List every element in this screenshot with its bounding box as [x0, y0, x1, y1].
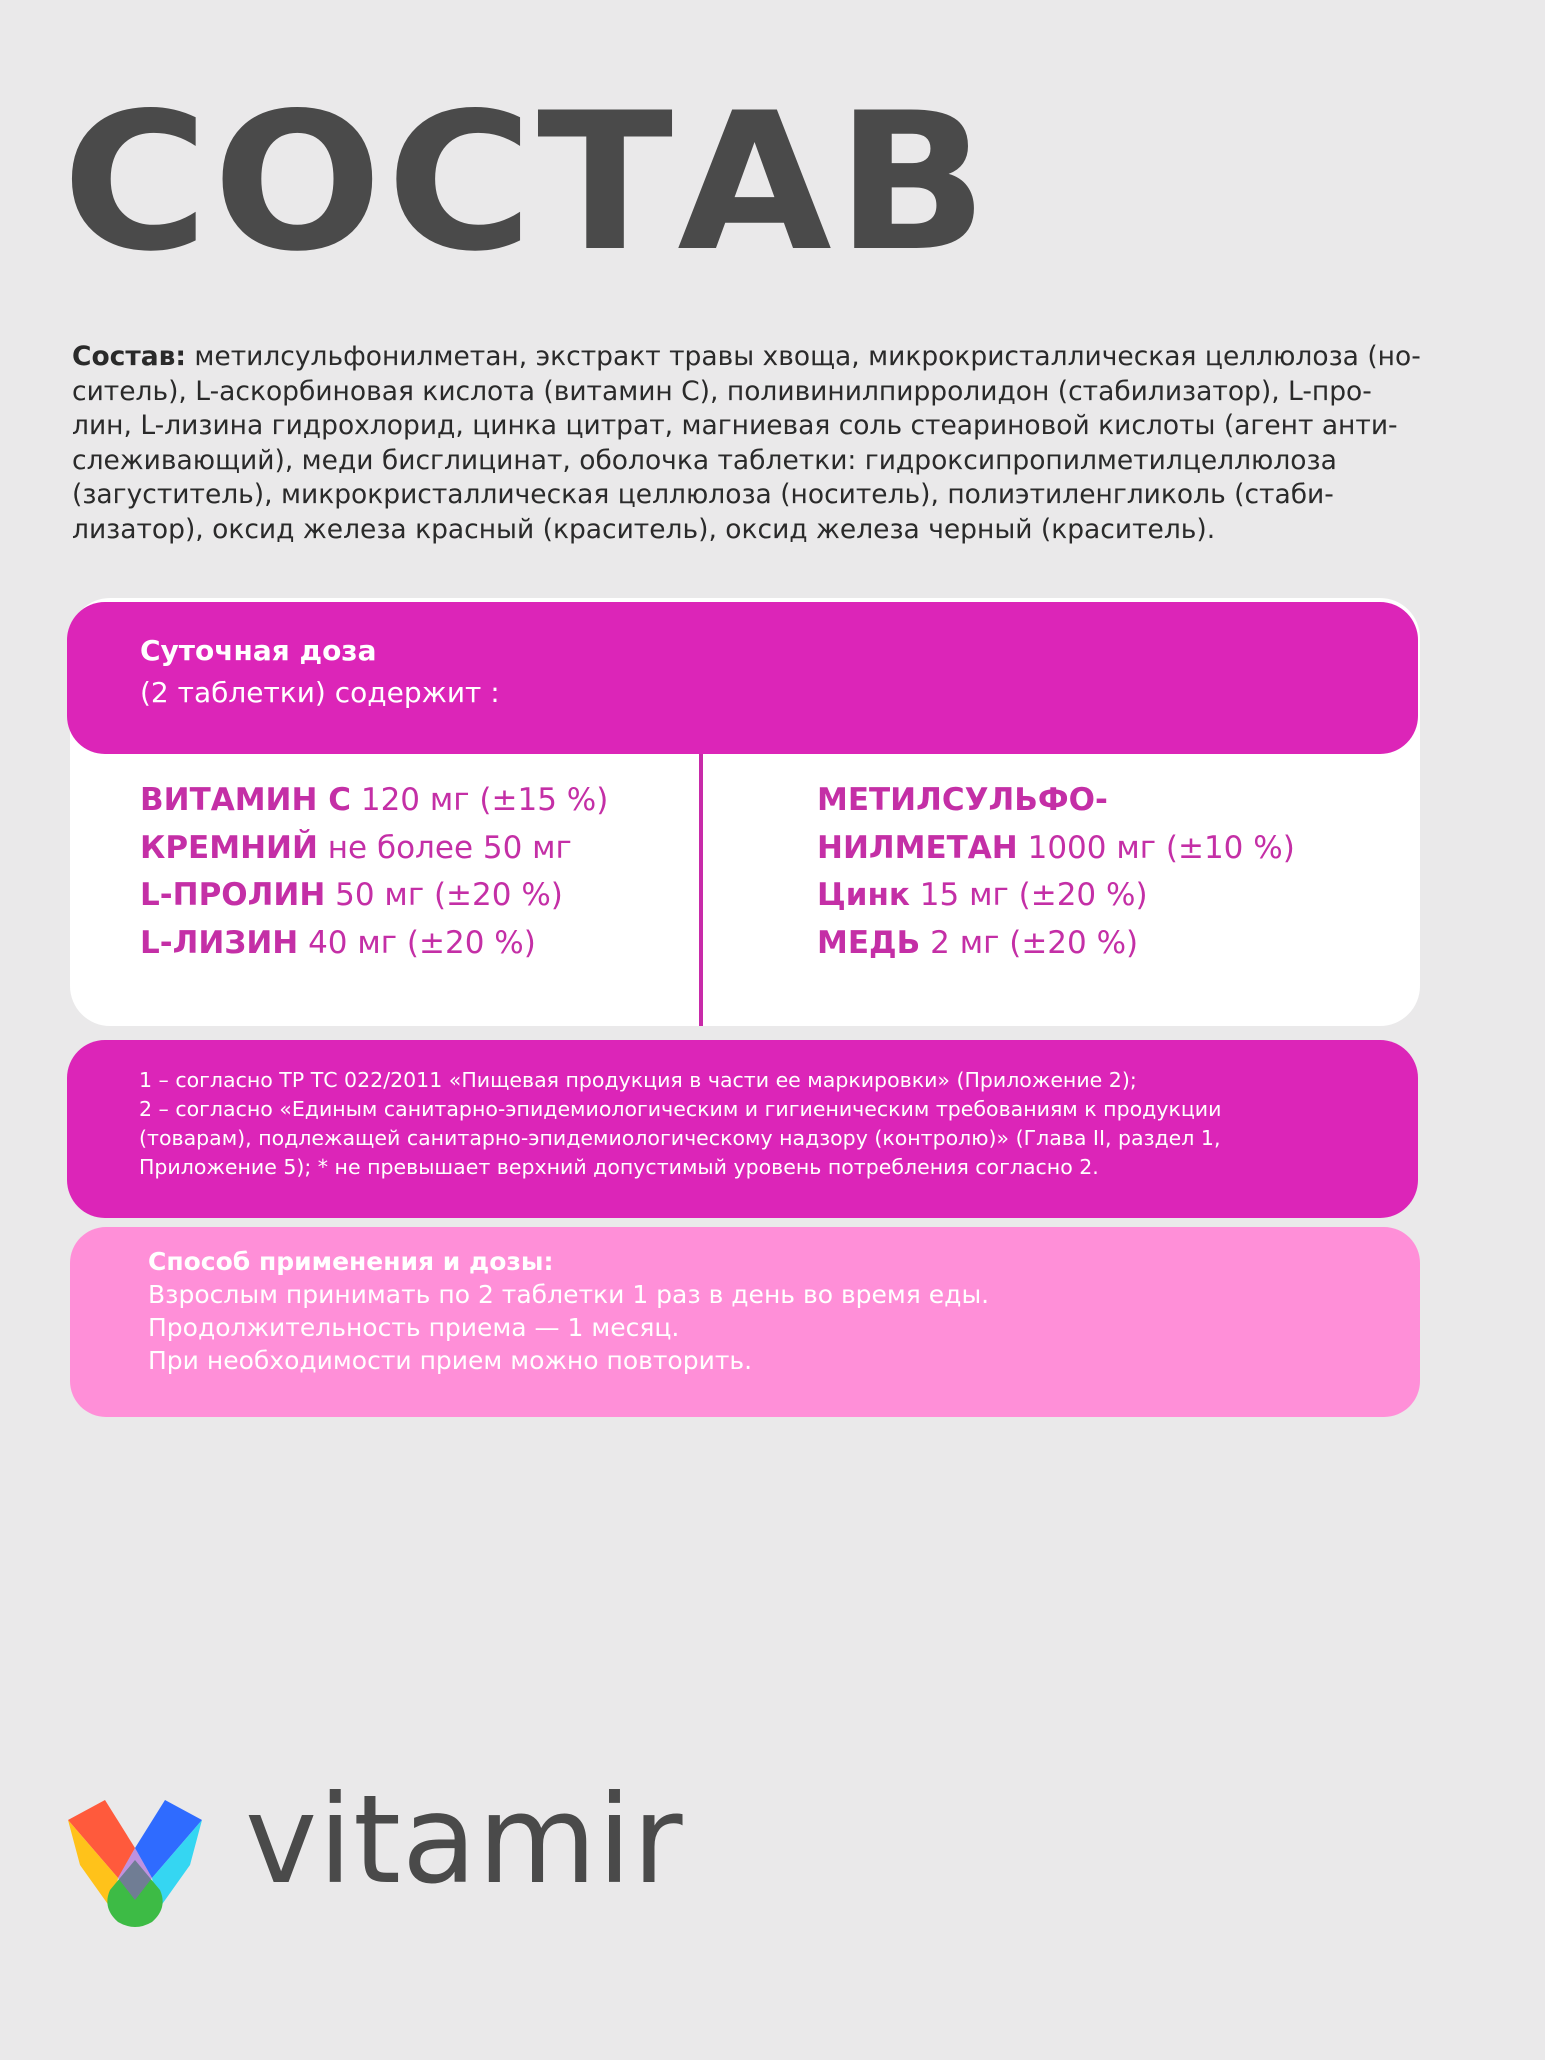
nutrient-value: 40 мг (±20 %) — [298, 924, 536, 961]
composition-text — [72, 340, 1492, 547]
column-divider — [699, 754, 703, 1026]
footnote-line: 1 – согласно ТР ТС 022/2011 «Пищевая продукция в части ее маркировки» (Приложение 2); — [139, 1068, 1137, 1092]
nutrient-value: 15 мг (±20 %) — [909, 877, 1148, 913]
nutrient-row — [817, 920, 1295, 968]
composition-line: лизатор), оксид железа красный (краситель), оксид железа черный (краситель). — [72, 513, 1216, 545]
composition-line: лин, L-лизина гидрохлорид, цинка цитрат, магниевая соль стеариновой кислоты (агент анти- — [72, 410, 1398, 441]
nutrient-row — [817, 777, 1295, 825]
daily-dose-title: Суточная доза — [140, 634, 377, 667]
nutrient-name: L-ПРОЛИН — [140, 877, 326, 913]
usage-box — [70, 1227, 1420, 1417]
nutrient-row — [140, 825, 608, 873]
vitamir-v-logo-icon — [60, 1790, 210, 1935]
nutrient-row — [817, 872, 1295, 920]
nutrient-name: КРЕМНИЙ — [140, 829, 318, 866]
composition-label: Состав: — [72, 341, 186, 372]
footnote-line: 2 – согласно «Единым санитарно-эпидемиологическим и гигиеническим требованиям к продукции — [139, 1097, 1222, 1121]
daily-dose-subtitle: (2 таблетки) содержит : — [140, 676, 500, 709]
nutrient-row — [817, 825, 1295, 873]
nutrient-value: 2 мг (±20 %) — [920, 924, 1139, 961]
nutrient-name: МЕТИЛСУЛЬФО- — [817, 782, 1108, 818]
composition-line: ситель), L-аскорбиновая кислота (витамин С), поливинилпирролидон (стабилизатор), L-про- — [72, 375, 1372, 407]
nutrients-left-column — [140, 777, 608, 967]
usage-line: Взрослым принимать по 2 таблетки 1 раз в день во время еды. — [148, 1280, 990, 1309]
nutrient-row — [140, 777, 608, 825]
nutrient-name: МЕДЬ — [817, 924, 921, 961]
footnote-line: Приложение 5); * не превышает верхний допустимый уровень потребления согласно 2. — [139, 1155, 1099, 1179]
nutrient-name: ВИТАМИН С — [140, 782, 351, 818]
footnote-box — [67, 1040, 1418, 1218]
nutrient-row — [140, 872, 608, 920]
nutrient-value: не более 50 мг — [317, 829, 572, 866]
usage-line: При необходимости прием можно повторить. — [148, 1346, 753, 1375]
nutrient-row — [140, 920, 608, 968]
daily-dose-header — [67, 602, 1418, 754]
nutrient-name: Цинк — [817, 877, 910, 913]
nutrient-value: 120 мг (±15 %) — [351, 782, 609, 818]
composition-line: слеживающий), меди бисглицинат, оболочка таблетки: гидроксипропилметилцеллюлоза — [72, 444, 1337, 476]
nutrient-name: L-ЛИЗИН — [140, 924, 299, 961]
nutrient-name: НИЛМЕТАН — [817, 829, 1018, 866]
nutrients-right-column — [817, 777, 1295, 967]
composition-line: (загуститель), микрокристаллическая целлюлоза (носитель), полиэтиленгликоль (стаби- — [72, 479, 1334, 510]
footnote-line: (товарам), подлежащей санитарно-эпидемиологическому надзору (контролю)» (Глава II, раздел 1, — [139, 1126, 1221, 1150]
usage-line: Продолжительность приема — 1 месяц. — [148, 1313, 680, 1342]
composition-line: Состав: метилсульфонилметан, экстракт травы хвоща, микрокристаллическая целлюлоза (но- — [72, 341, 1421, 372]
nutrient-value: 50 мг (±20 %) — [325, 877, 563, 913]
page-title: СОСТАВ — [62, 72, 993, 293]
usage-heading: Способ применения и дозы: — [148, 1247, 554, 1276]
nutrient-value: 1000 мг (±10 %) — [1017, 829, 1295, 866]
brand-name: vitamir — [245, 1769, 684, 1911]
